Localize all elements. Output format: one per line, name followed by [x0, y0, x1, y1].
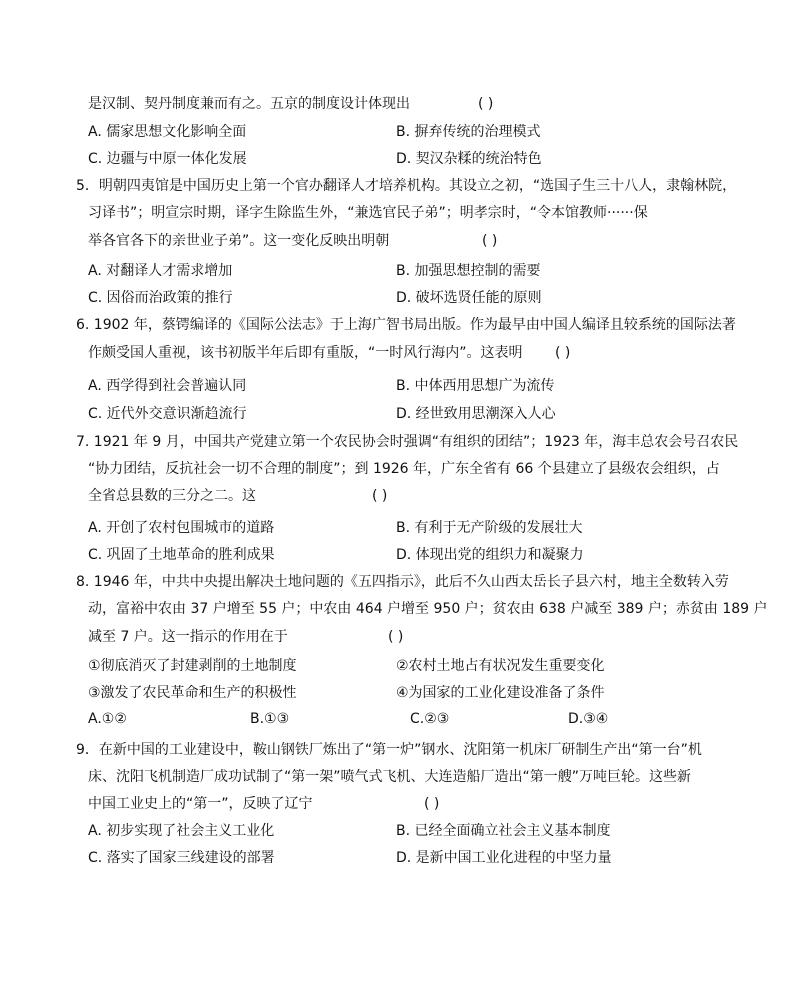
- option-a: A. 对翻译人才需求增加: [88, 263, 233, 279]
- option-d: D. 破坏选贤任能的原则: [396, 290, 542, 306]
- statement-1: ①彻底消灭了封建剥削的土地制度: [88, 658, 297, 674]
- option-a: A. 初步实现了社会主义工业化: [88, 823, 275, 839]
- question-5-stem-line-2: 习译书”；明宣宗时期，译字生除监生外，“兼选官民子弟”；明孝宗时，“令本馆教师······保: [88, 205, 648, 221]
- answer-blank: ( ): [424, 796, 440, 812]
- question-8-stem-line-1: 8. 1946 年，中共中央提出解决土地问题的《五四指示》，此后不久山西太岳长子县六村，地主全数转入劳: [76, 574, 729, 590]
- option-d: D. 契汉杂糅的统治特色: [396, 151, 542, 167]
- option-d: D. 经世致用思潮深入人心: [396, 406, 556, 422]
- option-b: B. 加强思想控制的需要: [396, 263, 541, 279]
- question-6-stem-line-1: 6. 1902 年，蔡锷编译的《国际公法志》于上海广智书局出版。作为最早由中国人编译且较系统的国际法著: [76, 317, 736, 333]
- statement-4: ④为国家的工业化建设准备了条件: [396, 685, 605, 701]
- option-d: D. 体现出党的组织力和凝聚力: [396, 547, 584, 563]
- question-6-stem-line-2: 作颇受国人重视，该书初版半年后即有重版，“一时风行海内”。这表明: [88, 345, 523, 361]
- question-4-stem-end: 是汉制、契丹制度兼而有之。五京的制度设计体现出: [88, 96, 410, 112]
- question-5-stem-line-3: 举各官各下的亲世业子弟”。这一变化反映出明朝: [88, 233, 390, 249]
- answer-blank: ( ): [372, 488, 388, 504]
- option-d: D.③④: [568, 711, 609, 727]
- question-9-stem-line-2: 床、沈阳飞机制造厂成功试制了“第一架”喷气式飞机、大连造船厂造出“第一艘”万吨巨轮。这些新: [88, 769, 692, 785]
- question-8-stem-line-2: 动，富裕中农由 37 户增至 55 户；中农由 464 户增至 950 户；贫农由 638 户减至 389 户；赤贫由 189 户: [88, 601, 768, 617]
- option-c: C. 近代外交意识渐趋流行: [88, 406, 247, 422]
- question-8-stem-line-3: 减至 7 户。这一指示的作用在于: [88, 629, 288, 645]
- question-7-stem-line-2: “协力团结，反抗社会一切不合理的制度”；到 1926 年，广东全省有 66 个县建立了县级农会组织，占: [88, 461, 720, 477]
- statement-3: ③激发了农民革命和生产的积极性: [88, 685, 297, 701]
- option-b: B. 已经全面确立社会主义基本制度: [396, 823, 611, 839]
- question-7-stem-line-3: 全省总县数的三分之二。这: [88, 488, 256, 504]
- option-d: D. 是新中国工业化进程的中坚力量: [396, 850, 612, 866]
- answer-blank: ( ): [388, 629, 404, 645]
- option-a: A. 西学得到社会普遍认同: [88, 378, 247, 394]
- answer-blank: ( ): [482, 233, 498, 249]
- answer-blank: ( ): [478, 96, 494, 112]
- question-7-stem-line-1: 7. 1921 年 9 月，中国共产党建立第一个农民协会时强调“有组织的团结”；1923 年，海丰总农会号召农民: [76, 434, 739, 450]
- option-a: A.①②: [88, 711, 127, 727]
- option-b: B. 有利于无产阶级的发展壮大: [396, 520, 583, 536]
- option-c: C. 巩固了土地革命的胜利成果: [88, 547, 275, 563]
- question-5-stem-line-1: 5．明朝四夷馆是中国历史上第一个官办翻译人才培养机构。其设立之初，“选国子生三十八人，隶翰林院，: [76, 178, 737, 194]
- option-c: C. 边疆与中原一体化发展: [88, 151, 247, 167]
- question-9-stem-line-3: 中国工业史上的“第一”，反映了辽宁: [88, 796, 313, 812]
- option-a: A. 开创了农村包围城市的道路: [88, 520, 275, 536]
- answer-blank: ( ): [555, 345, 571, 361]
- option-c: C. 因俗而治政策的推行: [88, 290, 233, 306]
- option-b: B.①③: [250, 711, 290, 727]
- option-b: B. 摒弃传统的治理模式: [396, 124, 541, 140]
- option-c: C. 落实了国家三线建设的部署: [88, 850, 275, 866]
- option-a: A. 儒家思想文化影响全面: [88, 124, 247, 140]
- statement-2: ②农村土地占有状况发生重要变化: [396, 658, 605, 674]
- option-c: C.②③: [410, 711, 450, 727]
- question-9-stem-line-1: 9．在新中国的工业建设中，鞍山钢铁厂炼出了“第一炉”钢水、沈阳第一机床厂研制生产出“第一台”机: [76, 742, 702, 758]
- option-b: B. 中体西用思想广为流传: [396, 378, 555, 394]
